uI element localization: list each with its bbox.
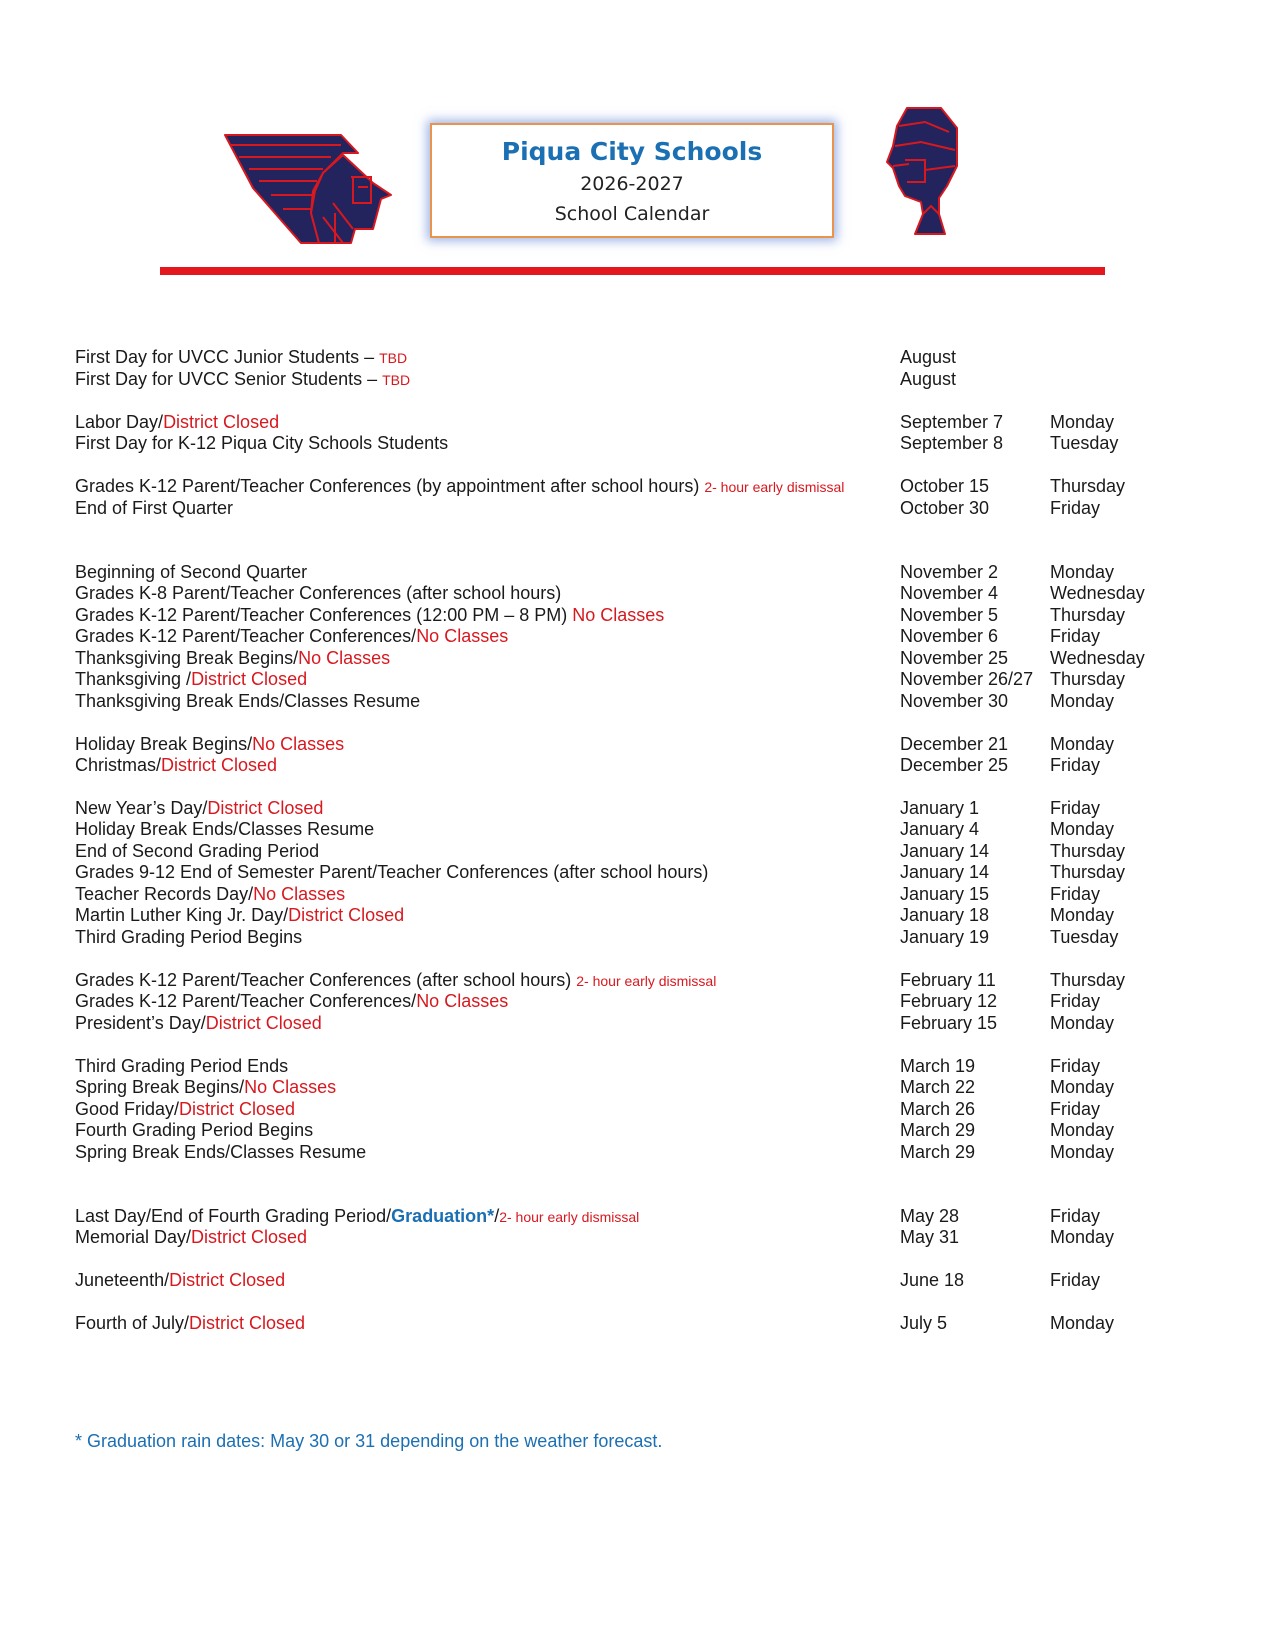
event-text-segment: Labor Day/: [75, 412, 164, 432]
graduation-footnote: * Graduation rain dates: May 30 or 31 depending on the weather forecast.: [75, 1431, 663, 1451]
title-box: [430, 123, 834, 238]
event-weekday: Wednesday: [1050, 583, 1145, 603]
event-date: February 12: [900, 991, 998, 1011]
calendar-row: [0, 668, 1275, 690]
calendar-row: [0, 411, 1275, 433]
calendar-row: [0, 904, 1275, 926]
event-description: [75, 797, 323, 819]
event-weekday: Thursday: [1050, 476, 1126, 496]
event-weekday: Friday: [1050, 498, 1101, 518]
event-date: November 26/27: [900, 669, 1034, 689]
event-description: [75, 969, 716, 992]
calendar-row: [0, 733, 1275, 755]
event-text-segment: District Closed: [191, 669, 308, 689]
event-text-segment: TBD: [382, 372, 411, 388]
event-weekday: Monday: [1050, 905, 1115, 925]
calendar-row: [0, 475, 1275, 497]
event-date: February 15: [900, 1013, 998, 1033]
event-text-segment: No Classes: [244, 1077, 337, 1097]
event-weekday: Friday: [1050, 626, 1101, 646]
event-date: September 8: [900, 433, 1004, 453]
event-description: [75, 561, 307, 583]
event-text-segment: District Closed: [179, 1099, 296, 1119]
event-date: June 18: [900, 1270, 965, 1290]
event-text-segment: First Day for UVCC Junior Students –: [75, 347, 380, 367]
event-date: March 19: [900, 1056, 976, 1076]
event-weekday: Thursday: [1050, 605, 1126, 625]
calendar-row: [0, 754, 1275, 776]
event-weekday: Monday: [1050, 562, 1115, 582]
event-date: May 31: [900, 1227, 960, 1247]
event-description: [75, 1312, 305, 1334]
calendar-row: [0, 1098, 1275, 1120]
event-text-segment: Memorial Day/: [75, 1227, 192, 1247]
event-text-segment: District Closed: [161, 755, 278, 775]
event-weekday: Thursday: [1050, 841, 1126, 861]
event-text-segment: Grades K-12 Parent/Teacher Conferences (by appointment after school hours): [75, 476, 705, 496]
event-description: [75, 1119, 313, 1141]
event-weekday: Friday: [1050, 884, 1101, 904]
event-text-segment: Grades K-12 Parent/Teacher Conferences (12:00 PM – 8 PM): [75, 605, 573, 625]
event-text-segment: No Classes: [416, 626, 509, 646]
calendar-row: [0, 990, 1275, 1012]
event-text-segment: Graduation*: [391, 1206, 495, 1226]
event-text-segment: End of First Quarter: [75, 498, 234, 518]
event-date: November 30: [900, 691, 1009, 711]
event-weekday: Monday: [1050, 734, 1115, 754]
event-date: December 25: [900, 755, 1009, 775]
event-weekday: Friday: [1050, 798, 1101, 818]
event-date: August: [900, 369, 957, 389]
event-description: [75, 647, 390, 669]
event-description: [75, 754, 277, 776]
event-description: [75, 1055, 288, 1077]
event-description: [75, 1141, 366, 1163]
event-date: March 22: [900, 1077, 976, 1097]
event-text-segment: Third Grading Period Begins: [75, 927, 303, 947]
event-description: [75, 883, 345, 905]
school-year: 2026-2027: [580, 173, 684, 195]
event-description: [75, 861, 708, 883]
event-text-segment: First Day for UVCC Senior Students –: [75, 369, 383, 389]
event-text-segment: Spring Break Ends/Classes Resume: [75, 1142, 367, 1162]
event-text-segment: 2- hour early dismissal: [704, 479, 845, 495]
event-date: February 11: [900, 970, 996, 990]
calendar-row: [0, 883, 1275, 905]
event-description: [75, 475, 844, 498]
event-text-segment: District Closed: [189, 1313, 306, 1333]
event-text-segment: 2- hour early dismissal: [576, 973, 717, 989]
event-description: [75, 818, 374, 840]
event-description: [75, 690, 420, 712]
event-date: November 2: [900, 562, 999, 582]
event-weekday: Monday: [1050, 1077, 1115, 1097]
event-text-segment: End of Second Grading Period: [75, 841, 320, 861]
event-weekday: Tuesday: [1050, 433, 1119, 453]
event-text-segment: First Day for K-12 Piqua City Schools Students: [75, 433, 449, 453]
event-text-segment: District Closed: [191, 1227, 308, 1247]
event-description: [75, 625, 508, 647]
event-text-segment: Thanksgiving /: [75, 669, 192, 689]
event-description: [75, 668, 307, 690]
event-text-segment: Fourth of July/: [75, 1313, 190, 1333]
event-date: March 29: [900, 1142, 976, 1162]
calendar-row: [0, 690, 1275, 712]
event-description: [75, 582, 561, 604]
event-text-segment: President’s Day/: [75, 1013, 206, 1033]
event-weekday: Wednesday: [1050, 648, 1145, 668]
event-date: January 14: [900, 862, 990, 882]
event-text-segment: Holiday Break Ends/Classes Resume: [75, 819, 375, 839]
calendar-row: [0, 625, 1275, 647]
event-date: September 7: [900, 412, 1004, 432]
calendar-row: [0, 797, 1275, 819]
event-text-segment: Grades K-12 Parent/Teacher Conferences (after school hours): [75, 970, 577, 990]
indian-head-logo-left-icon: [223, 133, 393, 245]
event-description: [75, 926, 302, 948]
event-weekday: Monday: [1050, 412, 1115, 432]
event-text-segment: Grades 9-12 End of Semester Parent/Teacher Conferences (after school hours): [75, 862, 709, 882]
event-description: [75, 346, 407, 369]
calendar-row: [0, 346, 1275, 368]
calendar-row: [0, 818, 1275, 840]
event-date: October 30: [900, 498, 990, 518]
event-weekday: Tuesday: [1050, 927, 1119, 947]
event-weekday: Friday: [1050, 1056, 1101, 1076]
calendar-row: [0, 1312, 1275, 1334]
event-text-segment: TBD: [379, 350, 408, 366]
calendar-row: [0, 368, 1275, 390]
event-date: November 4: [900, 583, 999, 603]
event-text-segment: /: [494, 1206, 500, 1226]
calendar-subtitle: School Calendar: [554, 203, 710, 225]
event-weekday: Monday: [1050, 1142, 1115, 1162]
event-weekday: Monday: [1050, 1227, 1115, 1247]
event-weekday: Monday: [1050, 1013, 1115, 1033]
event-description: [75, 1076, 336, 1098]
event-weekday: Friday: [1050, 1270, 1101, 1290]
event-text-segment: Fourth Grading Period Begins: [75, 1120, 314, 1140]
event-weekday: Friday: [1050, 991, 1101, 1011]
calendar-row: [0, 582, 1275, 604]
event-weekday: Thursday: [1050, 862, 1126, 882]
event-text-segment: District Closed: [288, 905, 405, 925]
event-date: January 4: [900, 819, 980, 839]
event-date: November 5: [900, 605, 999, 625]
event-date: January 14: [900, 841, 990, 861]
event-text-segment: District Closed: [205, 1013, 322, 1033]
calendar-row: [0, 497, 1275, 519]
event-date: March 29: [900, 1120, 976, 1140]
event-description: [75, 497, 233, 519]
event-text-segment: Thanksgiving Break Begins/: [75, 648, 299, 668]
event-weekday: Friday: [1050, 1099, 1101, 1119]
calendar-row: [0, 1226, 1275, 1248]
event-description: [75, 368, 410, 391]
event-date: January 18: [900, 905, 990, 925]
calendar-row: [0, 647, 1275, 669]
event-text-segment: No Classes: [253, 884, 346, 904]
event-description: [75, 432, 448, 454]
event-date: December 21: [900, 734, 1009, 754]
event-date: November 25: [900, 648, 1009, 668]
event-text-segment: New Year’s Day/: [75, 798, 208, 818]
event-description: [75, 1012, 322, 1034]
event-date: July 5: [900, 1313, 948, 1333]
calendar-row: [0, 432, 1275, 454]
calendar-row: [0, 604, 1275, 626]
event-description: [75, 411, 279, 433]
event-text-segment: Teacher Records Day/: [75, 884, 254, 904]
event-text-segment: District Closed: [207, 798, 324, 818]
calendar-row: [0, 861, 1275, 883]
event-weekday: Monday: [1050, 819, 1115, 839]
event-weekday: Thursday: [1050, 970, 1126, 990]
event-text-segment: No Classes: [572, 605, 665, 625]
event-date: August: [900, 347, 957, 367]
event-text-segment: Holiday Break Begins/: [75, 734, 253, 754]
event-weekday: Friday: [1050, 1206, 1101, 1226]
calendar-row: [0, 1076, 1275, 1098]
calendar-row: [0, 1205, 1275, 1227]
event-weekday: Monday: [1050, 1120, 1115, 1140]
event-date: October 15: [900, 476, 990, 496]
event-text-segment: Last Day/End of Fourth Grading Period/: [75, 1206, 392, 1226]
event-text-segment: Grades K-8 Parent/Teacher Conferences (after school hours): [75, 583, 562, 603]
event-text-segment: 2- hour early dismissal: [499, 1209, 640, 1225]
event-text-segment: District Closed: [169, 1270, 286, 1290]
event-description: [75, 1098, 295, 1120]
event-text-segment: Spring Break Begins/: [75, 1077, 245, 1097]
calendar-row: [0, 1269, 1275, 1291]
event-description: [75, 1269, 285, 1291]
event-date: January 15: [900, 884, 990, 904]
event-date: January 19: [900, 927, 990, 947]
indian-head-logo-right-icon: [885, 106, 961, 236]
calendar-row: [0, 1141, 1275, 1163]
calendar-row: [0, 926, 1275, 948]
event-date: May 28: [900, 1206, 960, 1226]
event-text-segment: No Classes: [298, 648, 391, 668]
calendar-row: [0, 1055, 1275, 1077]
event-description: [75, 904, 404, 926]
event-text-segment: District Closed: [163, 412, 280, 432]
event-description: [75, 1205, 639, 1228]
event-text-segment: Grades K-12 Parent/Teacher Conferences/: [75, 626, 417, 646]
calendar-row: [0, 1119, 1275, 1141]
event-text-segment: Juneteenth/: [75, 1270, 170, 1290]
event-text-segment: No Classes: [252, 734, 345, 754]
event-text-segment: Christmas/: [75, 755, 162, 775]
event-date: November 6: [900, 626, 999, 646]
school-name: Piqua City Schools: [501, 137, 763, 166]
event-description: [75, 840, 319, 862]
header-divider: [160, 267, 1105, 275]
event-description: [75, 990, 508, 1012]
event-text-segment: Third Grading Period Ends: [75, 1056, 289, 1076]
calendar-row: [0, 561, 1275, 583]
event-description: [75, 1226, 307, 1248]
event-weekday: Thursday: [1050, 669, 1126, 689]
calendar-row: [0, 1012, 1275, 1034]
event-date: March 26: [900, 1099, 976, 1119]
event-text-segment: Martin Luther King Jr. Day/: [75, 905, 289, 925]
event-text-segment: Beginning of Second Quarter: [75, 562, 308, 582]
event-date: January 1: [900, 798, 980, 818]
event-text-segment: Good Friday/: [75, 1099, 180, 1119]
calendar-row: [0, 840, 1275, 862]
event-weekday: Monday: [1050, 691, 1115, 711]
event-description: [75, 604, 664, 626]
event-weekday: Friday: [1050, 755, 1101, 775]
calendar-row: [0, 969, 1275, 991]
event-description: [75, 733, 344, 755]
event-text-segment: No Classes: [416, 991, 509, 1011]
event-text-segment: Grades K-12 Parent/Teacher Conferences/: [75, 991, 417, 1011]
event-text-segment: Thanksgiving Break Ends/Classes Resume: [75, 691, 421, 711]
event-weekday: Monday: [1050, 1313, 1115, 1333]
